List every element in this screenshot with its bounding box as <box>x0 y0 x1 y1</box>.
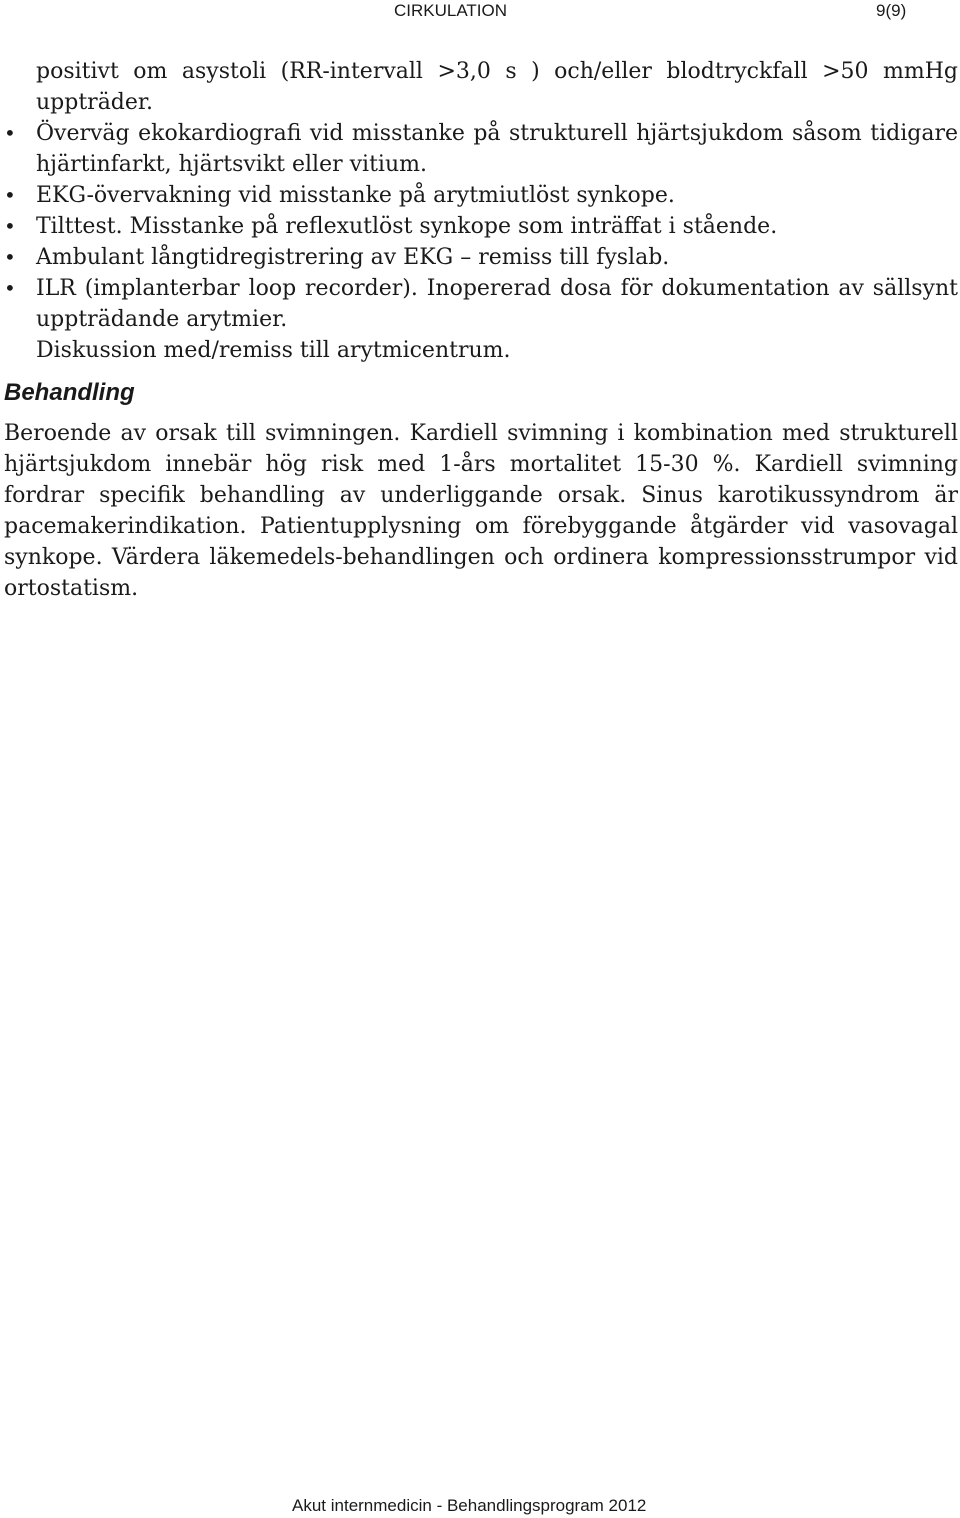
list-item <box>4 211 958 242</box>
list-item <box>4 118 958 180</box>
list-item <box>4 180 958 211</box>
list-item-text: ILR (implanterbar loop recorder). Inopererad dosa för dokumentation av sällsynt uppträdande arytmier. <box>36 276 958 332</box>
section-heading: Behandling <box>4 379 135 406</box>
list-item-text: Överväg ekokardiografi vid misstanke på strukturell hjärtsjukdom såsom tidigare hjärtinfarkt, hjärtsvikt eller vitium. <box>36 121 958 177</box>
page-header <box>0 0 960 24</box>
page-footer: Akut internmedicin - Behandlingsprogram 2012 <box>292 1496 647 1515</box>
bullet-icon: • <box>4 245 16 269</box>
arytmicentrum-note: Diskussion med/remiss till arytmicentrum. <box>36 338 511 363</box>
list-item-text: Ambulant långtidregistrering av EKG – remiss till fyslab. <box>36 245 670 270</box>
document-body <box>4 56 958 604</box>
page-number: 9(9) <box>876 1 907 20</box>
bullet-icon: • <box>4 214 16 238</box>
list-item <box>4 273 958 335</box>
list-item <box>4 242 958 273</box>
bullet-icon: • <box>4 276 16 300</box>
list-item-text: EKG-övervakning vid misstanke på arytmiutlöst synkope. <box>36 183 675 208</box>
bullet-icon: • <box>4 121 16 145</box>
bullet-list <box>4 118 958 335</box>
section-body: Beroende av orsak till svimningen. Kardiell svimning i kombination med strukturell hjärtsjukdom innebär hög risk med 1-års mortalitet 15-30 %. Kardiell svimning fordrar specifik behandling av underliggande orsak. Sinus karotikussyndrom är pacemakerindikation. Patientupplysning om förebyggande åtgärder vid vasovagal synkope. Värdera läkemedels-behandlingen och ordinera kompressionsstrumpor vid ortostatism. <box>4 421 958 601</box>
list-item-text: Tilttest. Misstanke på reflexutlöst synkope som inträffat i stående. <box>36 214 778 239</box>
bullet-icon: • <box>4 183 16 207</box>
header-title: CIRKULATION <box>394 1 508 20</box>
intro-continuation: positivt om asystoli (RR-intervall >3,0 s ) och/eller blodtryckfall >50 mmHg uppträder. <box>36 59 958 115</box>
